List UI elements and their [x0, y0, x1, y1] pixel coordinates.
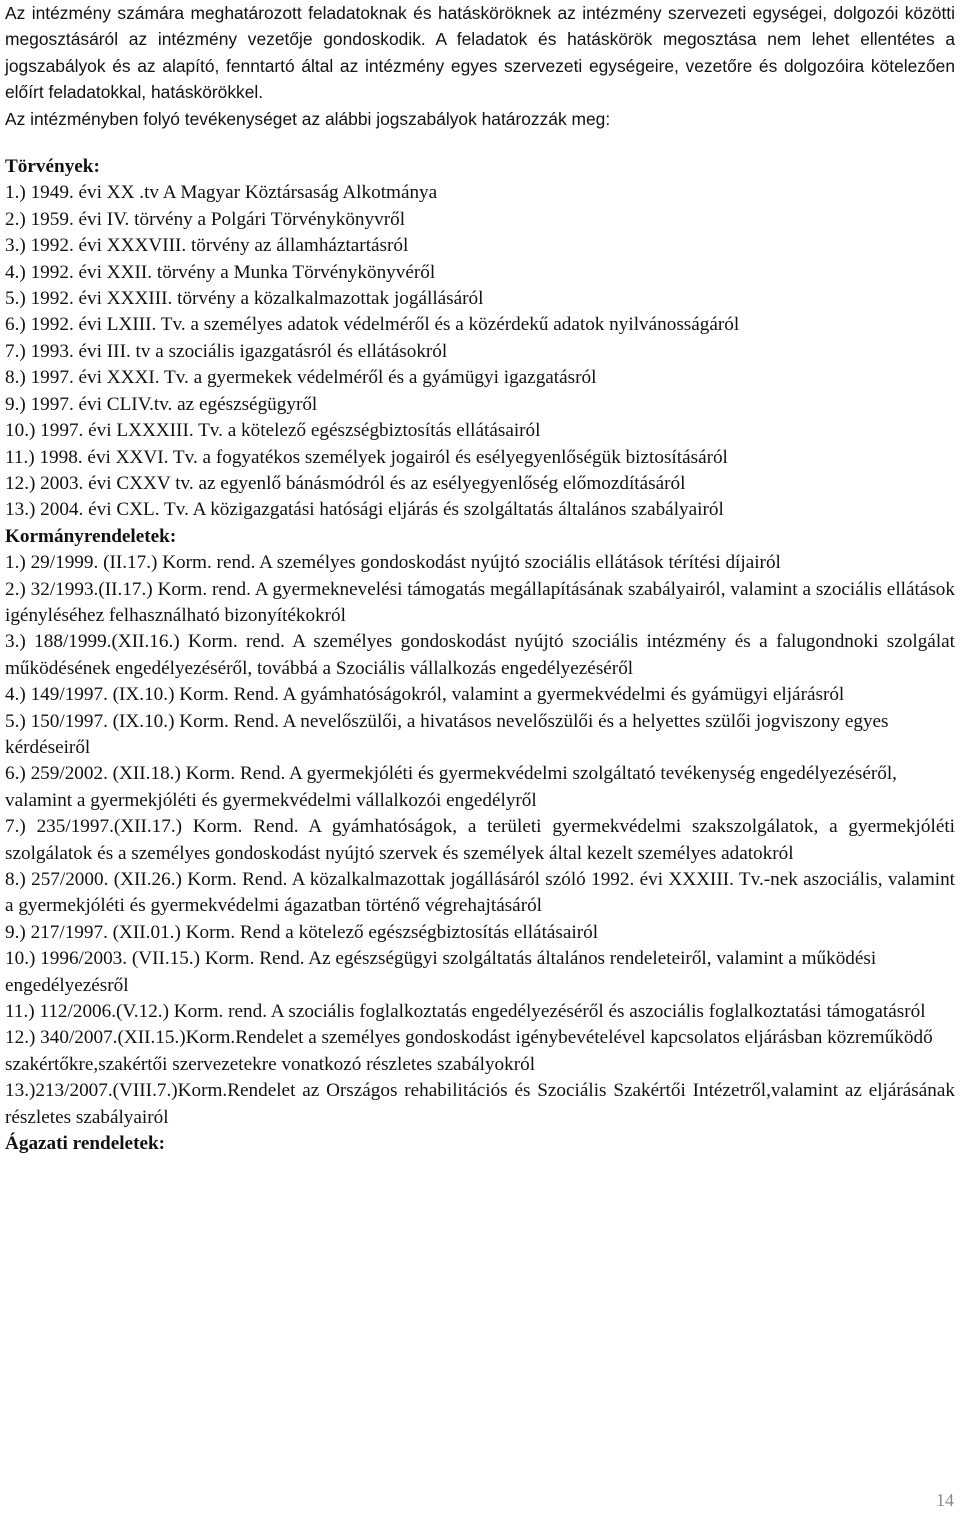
law-item: 2.) 1959. évi IV. törvény a Polgári Törvénykönyvről — [5, 208, 406, 230]
law-item: 1.) 1949. évi XX .tv A Magyar Köztársaság Alkotmánya — [5, 182, 438, 204]
intro-lead-sentence: Az intézményben folyó tevékenységet az alábbi jogszabályok határozzák meg: — [5, 108, 611, 129]
intro-paragraph: Az intézmény számára meghatározott feladatoknak és hatásköröknek az intézmény szervezeti egységei, dolgozói közötti megosztásáról az intézmény vezetője gondoskodik. A feladatok és hatáskörök megosztása nem lehet ellentétes a jogszabályok és az alapító, fenntartó által az intézmény egyes szervezeti egységeire, vezetőre és dolgozóira kötelezően előírt feladatokkal, hatáskörökkel. — [5, 3, 955, 103]
decree-item: 8.) 257/2000. (XII.26.) Korm. Rend. A közalkalmazottak jogállásáról szóló 1992. évi XXXIII. Tv.-nek aszociális, valamint a gyermekjóléti és gyermekvédelmi ágazatban történő végrehajtásáról — [5, 869, 955, 917]
law-item: 8.) 1997. évi XXXI. Tv. a gyermekek védelméről és a gyámügyi igazgatásról — [5, 367, 597, 389]
law-item: 5.) 1992. évi XXXIII. törvény a közalkalmazottak jogállásáról — [5, 288, 484, 310]
law-item: 4.) 1992. évi XXII. törvény a Munka Törvénykönyvéről — [5, 261, 436, 283]
decree-item: 13.)213/2007.(VIII.7.)Korm.Rendelet az Országos rehabilitációs és Szociális Szakértői Intézetről,valamint az eljárásának részletes szabályairól — [5, 1080, 955, 1128]
decrees-list — [5, 550, 955, 1131]
law-item: 7.) 1993. évi III. tv a szociális igazgatásról és ellátásokról — [5, 340, 448, 362]
decree-item: 1.) 29/1999. (II.17.) Korm. rend. A személyes gondoskodást nyújtó szociális ellátások térítési díjairól — [5, 552, 781, 574]
decree-item: 4.) 149/1997. (IX.10.) Korm. Rend. A gyámhatóságokról, valamint a gyermekvédelmi és gyámügyi eljárásról — [5, 684, 845, 706]
decree-item: 2.) 32/1993.(II.17.) Korm. rend. A gyermeknevelési támogatás megállapításának szabályairól, valamint a szociális ellátások igényléséhez felhasználható bizonyítékokról — [5, 578, 955, 626]
decree-item: 12.) 340/2007.(XII.15.)Korm.Rendelet a személyes gondoskodást igénybevételével kapcsolatos eljárásban közreműködő szakértőkre,szakértői szervezetekre vonatkozó részletes szabályokról — [5, 1027, 933, 1075]
document-page — [5, 0, 955, 1157]
decree-item: 3.) 188/1999.(XII.16.) Korm. rend. A személyes gondoskodást nyújtó szociális intézmény és a falugondnoki szolgálat működésének engedélyezéséről, továbbá a Szociális vállalkozás engedélyezéséről — [5, 631, 955, 679]
decree-item: 9.) 217/1997. (XII.01.) Korm. Rend a kötelező egészségbiztosítás ellátásairól — [5, 921, 599, 943]
sector-decrees-heading: Ágazati rendeletek: — [5, 1133, 166, 1155]
decree-item: 6.) 259/2002. (XII.18.) Korm. Rend. A gyermekjóléti és gyermekvédelmi szolgáltató tevékenység engedélyezéséről, valamint a gyermekjóléti és gyermekvédelmi vállalkozói engedélyről — [5, 763, 897, 811]
law-item: 10.) 1997. évi LXXXIII. Tv. a kötelező egészségbiztosítás ellátásairól — [5, 420, 541, 442]
decree-item: 7.) 235/1997.(XII.17.) Korm. Rend. A gyámhatóságok, a területi gyermekvédelmi szakszolgálatok, a gyermekjóléti szolgálatok és a személyes gondoskodást nyújtó szervek és személyek által kezelt személyes adatokról — [5, 816, 955, 864]
laws-heading: Törvények: — [5, 156, 100, 178]
laws-list — [5, 180, 955, 523]
decree-item: 5.) 150/1997. (IX.10.) Korm. Rend. A nevelőszülői, a hivatásos nevelőszülői és a helyettes szülői jogviszony egyes kérdéseiről — [5, 710, 889, 758]
spacer — [5, 132, 955, 154]
decree-item: 11.) 112/2006.(V.12.) Korm. rend. A szociális foglalkoztatás engedélyezéséről és aszociális foglalkoztatási támogatásról — [5, 1001, 926, 1023]
decree-item: 10.) 1996/2003. (VII.15.) Korm. Rend. Az egészségügyi szolgáltatás általános rendeleteiről, valamint a működési engedélyezésről — [5, 948, 877, 996]
law-item: 6.) 1992. évi LXIII. Tv. a személyes adatok védelméről és a közérdekű adatok nyilvánosságáról — [5, 314, 740, 336]
law-item: 13.) 2004. évi CXL. Tv. A közigazgatási hatósági eljárás és szolgáltatás általános szabályairól — [5, 499, 724, 521]
law-item: 11.) 1998. évi XXVI. Tv. a fogyatékos személyek jogairól és esélyegyenlőségük biztosításáról — [5, 446, 728, 468]
law-item: 9.) 1997. évi CLIV.tv. az egészségügyről — [5, 393, 318, 415]
law-item: 3.) 1992. évi XXXVIII. törvény az államháztartásról — [5, 235, 409, 257]
law-item: 12.) 2003. évi CXXV tv. az egyenlő bánásmódról és az esélyegyenlőség előmozdításáról — [5, 472, 686, 494]
page-number: 14 — [936, 1490, 954, 1510]
decrees-heading: Kormányrendeletek: — [5, 525, 177, 547]
